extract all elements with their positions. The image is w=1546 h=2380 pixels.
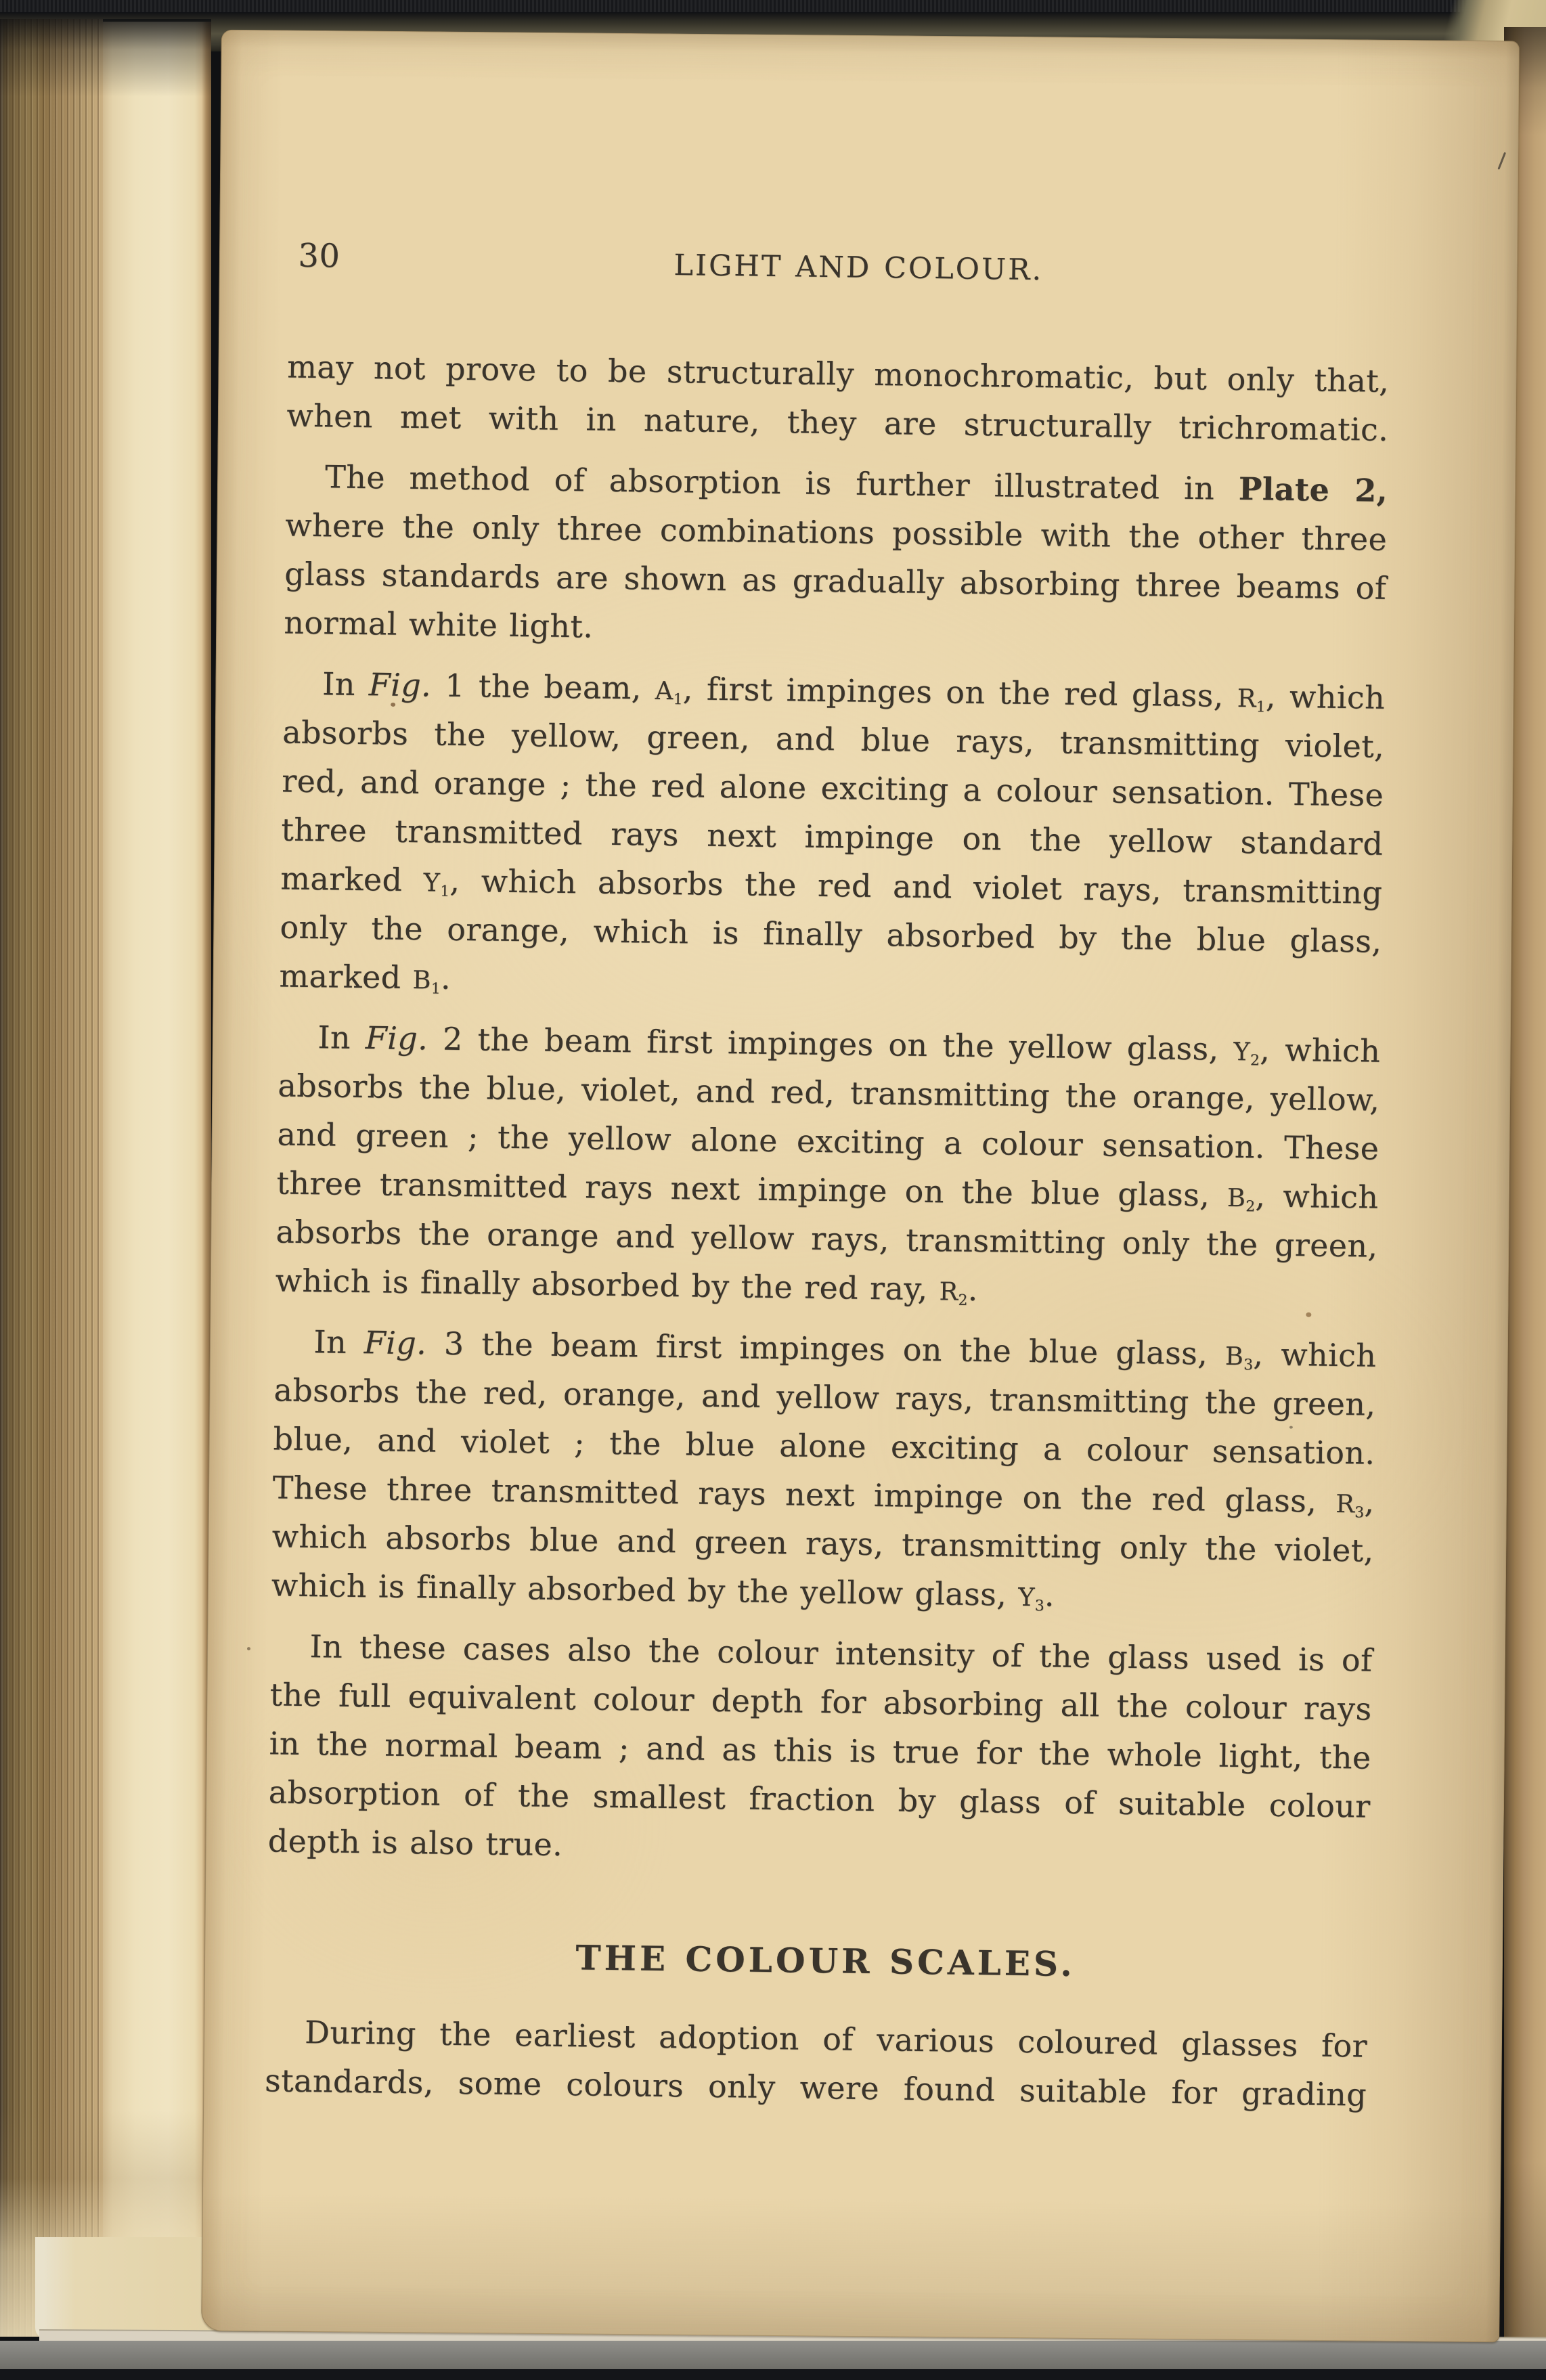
text-line: absorption of the smallest fraction by glass of suitable colour xyxy=(268,1773,1371,1825)
paragraph xyxy=(275,1012,1381,1319)
text-line: marked $B_1$. xyxy=(279,957,451,998)
text-line: absorbs the red, orange, and yellow rays, transmitting the green, xyxy=(273,1371,1376,1423)
page-number: 30 xyxy=(298,236,340,276)
page-header xyxy=(288,236,1391,293)
under-pages-bottom-left xyxy=(35,2237,222,2339)
text-line: glass standards are shown as gradually absorbing three beams of xyxy=(284,555,1387,607)
paragraph xyxy=(271,1317,1377,1623)
text-line: three transmitted rays next impinge on the yellow standard xyxy=(281,811,1384,862)
text-line: when met with in nature, they are structurally trichromatic. xyxy=(286,397,1389,448)
section-heading: THE COLOUR SCALES. xyxy=(575,1937,1076,1985)
paragraphs-top xyxy=(267,343,1389,1880)
facing-page-fore-edge xyxy=(103,22,211,2339)
paragraph xyxy=(265,2007,1368,2119)
text-line: in the normal beam ; and as this is true for the whole light, the xyxy=(269,1725,1371,1776)
running-header: LIGHT AND COLOUR. xyxy=(673,248,1044,288)
text-line: In Fig. 2 the beam first impinges on the yellow glass, $Y_2$, which xyxy=(317,1019,1381,1070)
text-line: In these cases also the colour intensity of the glass used is of xyxy=(309,1628,1373,1679)
text-line: marked $Y_1$, which absorbs the red and violet rays, transmitting xyxy=(280,860,1383,911)
page-edges-left xyxy=(0,19,211,2337)
text-line: red, and orange ; the red alone exciting a colour sensation. These xyxy=(282,762,1384,814)
paragraph xyxy=(286,343,1390,454)
text-line: absorbs the yellow, green, and blue rays, transmitting violet, xyxy=(282,713,1385,765)
text-line: where the only three combinations possible with the other three xyxy=(284,506,1388,558)
text-line: and green ; the yellow alone exciting a colour sensation. These xyxy=(277,1116,1379,1167)
pen-mark xyxy=(1497,152,1506,170)
text-line: The method of absorption is further illustrated in Plate 2, xyxy=(324,458,1388,509)
cover-bottom-edge xyxy=(0,2341,1546,2371)
text-line: which absorbs blue and green rays, transmitting only the violet, xyxy=(271,1518,1374,1569)
paper-speck xyxy=(247,1647,250,1650)
text-line: the full equivalent colour depth for absorbing all the colour rays xyxy=(269,1676,1372,1727)
text-line: absorbs the blue, violet, and red, transmitting the orange, yellow, xyxy=(278,1067,1380,1118)
text-line: blue, and violet ; the blue alone exciting a colour sensation. xyxy=(273,1420,1375,1472)
paragraph xyxy=(284,452,1388,661)
binding-cloth-bottom xyxy=(0,2369,1546,2380)
text-line: which is finally absorbed by the red ray, $R_2$. xyxy=(275,1262,979,1309)
book-page xyxy=(201,30,1520,2343)
text-line: standards, some colours only were found suitable for grading xyxy=(264,2062,1367,2113)
text-line: may not prove to be structurally monochromatic, but only that, xyxy=(287,348,1390,399)
paragraph xyxy=(267,1621,1373,1879)
text-line: absorbs the orange and yellow rays, transmitting only the green, xyxy=(275,1213,1378,1264)
text-line: normal white light. xyxy=(284,604,594,645)
paragraphs-bottom xyxy=(265,2007,1368,2119)
text-line: which is finally absorbed by the yellow glass, $Y_3$. xyxy=(271,1566,1055,1615)
text-line: These three transmitted rays next impinge on the red glass, $R_3$, xyxy=(272,1469,1375,1522)
text-line: In Fig. 3 the beam first impinges on the blue glass, $B_3$, which xyxy=(313,1323,1377,1374)
text-line: only the orange, which is finally absorbed by the blue glass, xyxy=(280,908,1382,960)
text-line: In Fig. 1 the beam, $A_1$, first impinges on the red glass, $R_1$, which xyxy=(322,665,1386,716)
text-line: During the earliest adoption of various coloured glasses for xyxy=(304,2014,1368,2065)
stacked-page-edges xyxy=(0,19,103,2337)
text-line: three transmitted rays next impinge on the blue glass, $B_2$, which xyxy=(276,1164,1379,1216)
paragraph xyxy=(279,659,1385,1015)
text-line: depth is also true. xyxy=(267,1822,563,1864)
text-block xyxy=(265,31,1394,2119)
